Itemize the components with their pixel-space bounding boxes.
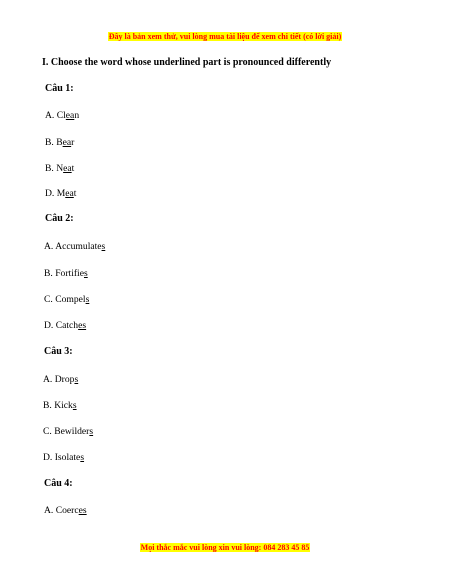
question-2-option-b: B. Fortifies	[44, 268, 88, 279]
underlined-part: ea	[62, 137, 72, 148]
question-4-option-a: A. Coerces	[44, 505, 87, 516]
question-4-title: Câu 4:	[44, 478, 73, 489]
question-2-option-d: D. Catches	[44, 320, 87, 331]
underlined-part: ea	[65, 110, 75, 121]
question-1-option-c: B. Neat	[45, 163, 75, 174]
contact-footer-text: Mọi thắc mắc vui lòng xin vui lòng: 084 283 45 85	[140, 543, 310, 552]
preview-notice-banner	[0, 26, 450, 44]
underlined-part: es	[78, 320, 87, 331]
question-3-option-b: B. Kicks	[43, 400, 77, 411]
question-2-title: Câu 2:	[45, 213, 74, 224]
section-title: I. Choose the word whose underlined part is pronounced differently	[42, 57, 332, 68]
question-1-option-b: B. Bear	[45, 137, 75, 148]
preview-notice-text: Đây là bản xem thử, vui lòng mua tài liệu để xem chi tiết (có lời giải)	[108, 32, 342, 41]
underlined-part: s	[85, 294, 90, 305]
underlined-part: s	[101, 241, 106, 252]
contact-footer-banner	[0, 537, 450, 555]
question-3-option-a: A. Drops	[43, 374, 79, 385]
underlined-part: ea	[63, 163, 72, 174]
question-3-option-c: C. Bewilders	[43, 426, 94, 437]
question-3-option-d: D. Isolates	[43, 452, 85, 463]
question-1-option-a: A. Clean	[45, 110, 80, 121]
question-1-option-d: D. Meat	[45, 188, 77, 199]
question-2-option-a: A. Accumulates	[44, 241, 106, 252]
underlined-part: s	[83, 268, 88, 279]
underlined-part: es	[78, 505, 87, 516]
question-1-title: Câu 1:	[45, 83, 74, 94]
underlined-part: s	[80, 452, 85, 463]
underlined-part: s	[72, 400, 77, 411]
underlined-part: ea	[65, 188, 74, 199]
question-3-title: Câu 3:	[44, 346, 73, 357]
underlined-part: s	[89, 426, 94, 437]
underlined-part: s	[74, 374, 79, 385]
question-2-option-c: C. Compels	[44, 294, 90, 305]
